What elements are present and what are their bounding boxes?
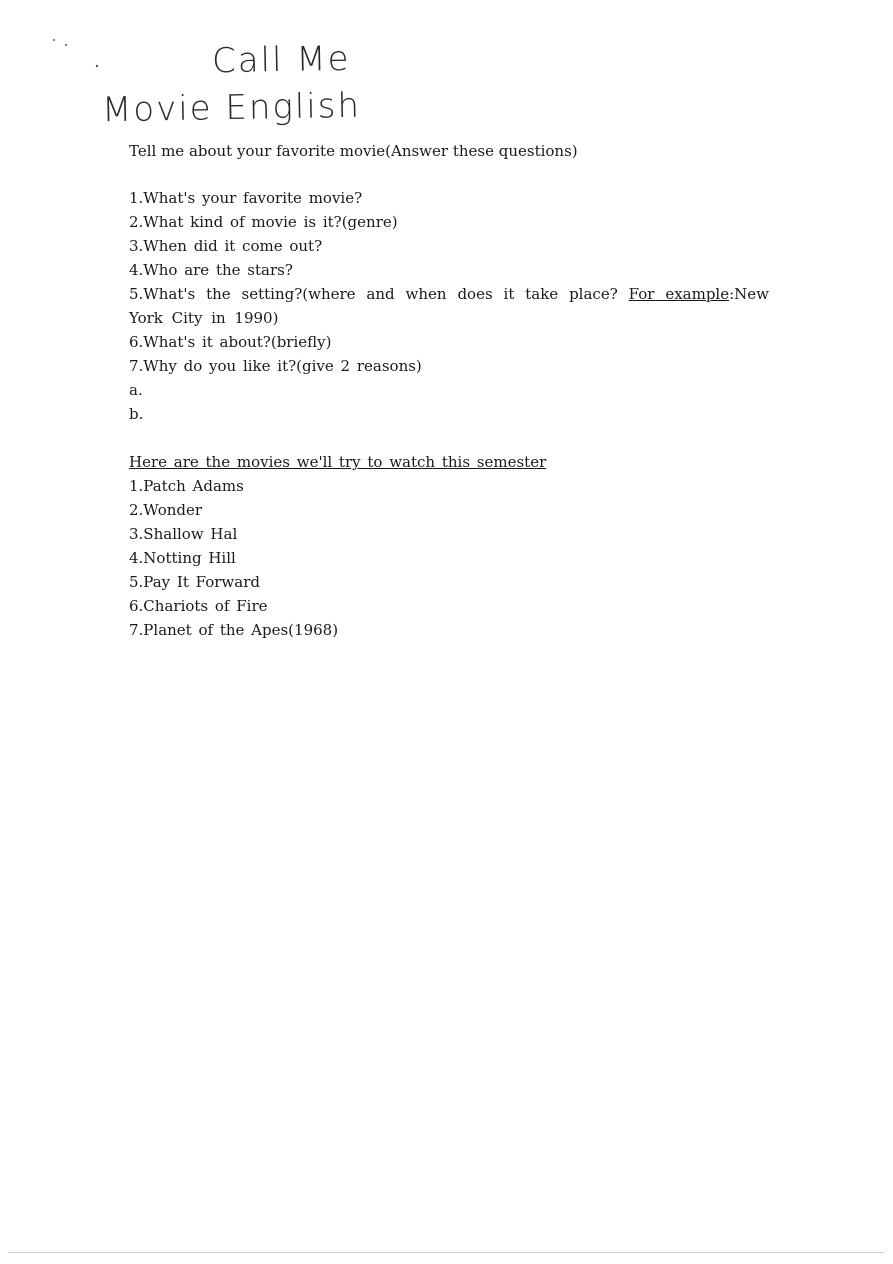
question-item: 6.What's it about?(briefly)	[129, 333, 332, 351]
question-5-text: 5.What's the setting?(where and when does it take place?	[129, 285, 629, 303]
question-item: 1.What's your favorite movie?	[129, 189, 363, 207]
handwritten-name: Call Me	[211, 38, 351, 82]
intro-text: Tell me about your favorite movie(Answer these questions)	[129, 142, 578, 160]
scan-edge-line	[8, 1252, 885, 1253]
answer-slot-a: a.	[129, 381, 143, 399]
question-list	[129, 186, 769, 426]
movie-item: 6.Chariots of Fire	[129, 597, 268, 615]
question-item: 2.What kind of movie is it?(genre)	[129, 213, 398, 231]
movie-item: 2.Wonder	[129, 501, 203, 519]
question-item: 3.When did it come out?	[129, 237, 323, 255]
movie-item: 1.Patch Adams	[129, 477, 244, 495]
question-item: 4.Who are the stars?	[129, 261, 293, 279]
scan-specks	[48, 36, 108, 76]
movie-list-heading: Here are the movies we'll try to watch this semester	[129, 453, 547, 471]
example-label: For example	[628, 285, 730, 303]
question-item: 7.Why do you like it?(give 2 reasons)	[129, 357, 422, 375]
handwritten-course: Movie English	[101, 85, 362, 131]
question-5-example: :New York City in 1990)	[129, 285, 770, 327]
answer-slot-b: b.	[129, 405, 144, 423]
question-item-setting	[129, 282, 769, 330]
movie-list	[129, 450, 769, 642]
movie-item: 5.Pay It Forward	[129, 573, 260, 591]
movie-item: 3.Shallow Hal	[129, 525, 238, 543]
movie-item: 7.Planet of the Apes(1968)	[129, 621, 339, 639]
movie-item: 4.Notting Hill	[129, 549, 236, 567]
